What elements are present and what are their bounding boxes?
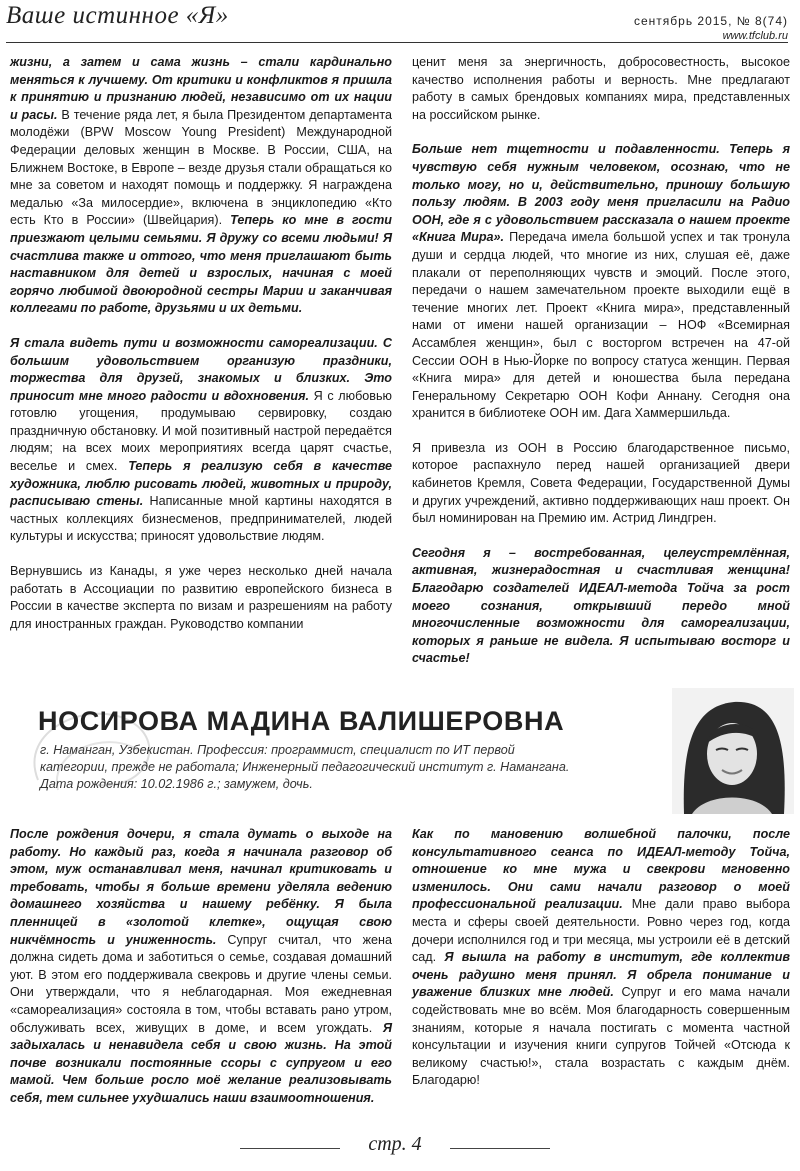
article-column-left-bottom xyxy=(10,826,392,1108)
body-text: Вернувшись из Канады, я уже через несколько дней начала работать в Ассоциации по развитию европейского бизнеса в России в качестве эксперта по визам и разрешениям на работу для иностранных граждан. Руководство компании xyxy=(10,564,392,631)
paragraph xyxy=(412,545,790,668)
profile-name: НОСИРОВА МАДИНА ВАЛИШЕРОВНА xyxy=(38,706,565,736)
body-text: ценит меня за энергичность, добросовестность, высокое качество исполнения работы и верность. Мне предлагают работу в самых брендовых компаниях мира, представленных на российском рынке. xyxy=(412,55,790,122)
footer-rule-right xyxy=(450,1148,550,1149)
emphasis-text: Я стала видеть пути и возможности самореализации. С большим удовольствием организую праздники, торжества для друзей, знакомых и близких. Это приносит мне много радости и вдохновения. xyxy=(10,335,392,403)
body-text: Супруг и его мама начали содействовать мне во всём. Моя благодарность совершенным знаниям, которые я начала постигать с момента частной консультации и изучения книги супругов Тойчей «Отсюда к великому счастью!», стала возрастать с каждым днём. Благодарю! xyxy=(412,985,791,1088)
profile-birth-family: Дата рождения: 10.02.1986 г.; замужем, дочь. xyxy=(40,777,313,791)
body-text: Передача имела большой успех и так тронула души и сердца людей, что многие из них, слушая её, даже плакали от переполняющих чувств и эмоций. После этого, передачи о нашем замечательном проекте выходили ещё в течение многих лет. Проект «Книга мира», представленный нами от имени нашей организации – НОФ «Всемирная Ассамблея женщин», был с восторгом встречен на 47-ой Сессии ООН в Нью-Йорке по вопросу статуса женщин. Первая «Книга мира» для детей и юношества была передана Генеральному Секретарю ООН Кофи Аннану. Сегодня она хранится в библиотеке ООН им. Дага Хаммершильда. xyxy=(412,230,790,421)
paragraph xyxy=(412,826,790,1090)
paragraph xyxy=(412,440,790,528)
masthead-title: Ваше истинное «Я» xyxy=(6,2,229,29)
emphasis-text: Сегодня я – востребованная, целеустремлённая, активная, жизнерадостная и счастливая женщина! Благодарю создателей ИДЕАЛ-метода Тойча за рост моего сознания, открывший передо мной многочисленные возможности для самореализации, которых я раньше не видела. Я испытываю восторг и счастье! xyxy=(412,545,790,666)
issue-number: сентябрь 2015, № 8(74) xyxy=(633,14,788,28)
body-text: Супруг считал, что жена должна сидеть дома и заботиться о семье, создавая домашний уют. В этом его поддерживала свекровь и другие члены семьи. Они утверждали, что я неблагодарная. Моя ежедневная «самореализация» состояла в том, чтобы вставать рано утром, обслуживать всех, живущих в доме, и всем угождать. xyxy=(10,932,392,1035)
footer-rule-left xyxy=(240,1148,340,1149)
body-text: Я с любовью готовлю угощения, продумываю сервировку, создаю праздничную обстановку. И мой позитивный настрой передаётся людям; на всех моих мероприятиях всегда царят счастье, веселье и смех. xyxy=(10,388,392,474)
profile-details xyxy=(40,742,580,793)
article-column-right-bottom xyxy=(412,826,790,1090)
emphasis-text: Больше нет тщетности и подавленности. Теперь я чувствую себя нужным человеком, осознаю, что не только могу, но и, действительно, приношу большую пользу людям. В 2003 году меня пригласили на Радио ООН, где я с удовольствием рассказала о нашем проекте «Книга Мира». xyxy=(412,142,790,245)
emphasis-text: жизни, а затем и сама жизнь – стали кардинально меняться к лучшему. От критики и конфликтов я пришла к принятию и признанию людей, независимо от их нации и расы. xyxy=(10,55,392,122)
site-link[interactable]: www.tfclub.ru xyxy=(722,30,788,42)
paragraph xyxy=(10,335,392,546)
paragraph xyxy=(10,54,392,318)
body-text: Написанные мной картины находятся в частных коллекциях бизнесменов, предпринимателей, людей культуры и искусства; приносят удовольствие людям. xyxy=(10,494,392,544)
paragraph xyxy=(412,141,790,423)
page-number: стр. 4 xyxy=(368,1133,422,1155)
body-text: Мне дали право выбора места и сферы своей деятельности. Ровно через год, когда дочери исполнился год и три месяца, мы устроили её в детский сад. xyxy=(412,897,791,965)
body-text: Я привезла из ООН в Россию благодарственное письмо, которое распахнуло перед нашей организацией двери кабинетов Кремля, Совета Федерации, Государственной Думы и других учреждений, активно поддерживающих наш проект. Он был номинирован на Премию им. Астрид Линдгрен. xyxy=(412,440,790,526)
emphasis-text: Я вышла на работу в институт, где коллектив очень радушно меня принял. Я обрела понимание и уважение близких мне людей. xyxy=(412,950,790,1000)
article-column-left-top xyxy=(10,54,392,633)
emphasis-text: Теперь я реализую себя в качестве художника, люблю рисовать людей, животных и природу, расписываю стены. xyxy=(10,459,393,509)
emphasis-text: Я задыхалась и ненавидела себя и свою жизнь. На этой почве возникали постоянные ссоры с супругом и его мамой. Чем больше росло моё желание реализовывать себя, тем сильнее ухудшались наши взаимоотношения. xyxy=(10,1020,392,1105)
emphasis-text: Теперь ко мне в гости приезжают целыми семьями. Я дружу со всеми людьми! Я счастлива также и оттого, что меня приглашают быть наставником для детей и взрослых, начиная с моей горячо любимой двоюродной сестры Марии и заканчивая коллегами по работе, друзьями и их детьми. xyxy=(10,213,392,316)
paragraph xyxy=(412,54,790,124)
emphasis-text: После рождения дочери, я стала думать о выходе на работу. Но каждый раз, когда я начинала разговор об этом, муж останавливал меня, начинал критиковать и требовать, чтобы я больше времени уделяла ведению домашнего хозяйства и нашему ребёнку. Я была пленницей в «золотой клетке», ощущая свою никчёмность и униженность. xyxy=(10,827,392,947)
header-rule xyxy=(6,42,788,43)
profile-location-profession: г. Наманган, Узбекистан. Профессия: программист, специалист по ИТ первой категории, прежде не работала; Инженерный педагогический институт г. Наманганa. xyxy=(40,743,570,774)
body-text: В течение ряда лет, я была Президентом департамента молодёжи (BPW Moscow Young President) Международной Федерации деловых женщин в Москве. В России, США, на Ближнем Востоке, в Европе – везде друзья стали обращаться ко мне за советом и находят помощь и поддержку. Я награждена медалью «За милосердие», включена в энциклопедию «Кто есть Кто в России» (Швейцария). xyxy=(10,107,392,228)
paragraph xyxy=(10,826,392,1108)
article-column-right-top xyxy=(412,54,790,668)
profile-photo xyxy=(672,688,794,814)
emphasis-text: Как по мановению волшебной палочки, после консультативного сеанса по ИДЕАЛ-методу Тойча, отношение ко мне мужа и свекрови мгновенно изменилось. Они сами начали разговор о моей профессиональной реализации. xyxy=(412,827,790,912)
paragraph xyxy=(10,563,392,633)
